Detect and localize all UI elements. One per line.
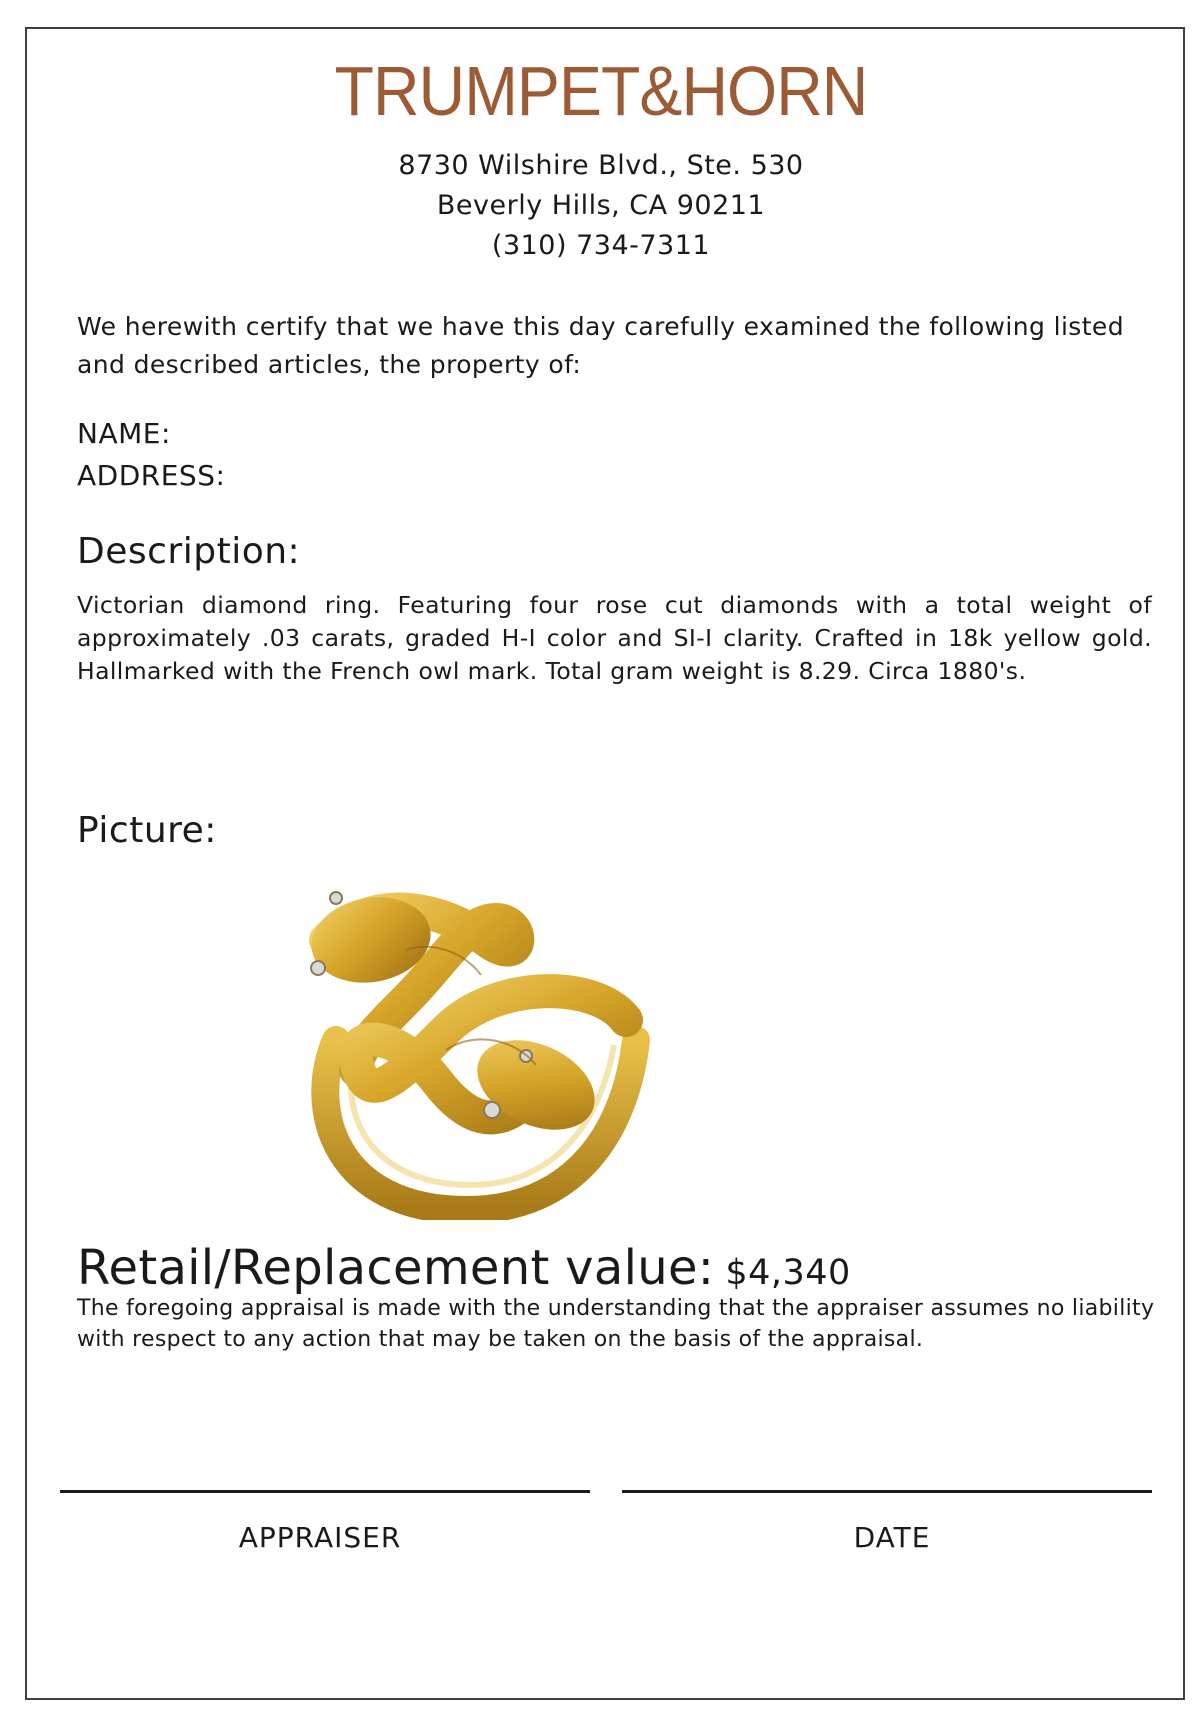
certification-intro: We herewith certify that we have this day carefully examined the following listed and described articles, the property of: <box>77 312 1124 379</box>
appraiser-signature-line <box>60 1490 590 1493</box>
appraiser-label: APPRAISER <box>238 1521 402 1554</box>
picture-heading: Picture: <box>77 810 217 851</box>
snake-ring-image <box>296 880 656 1220</box>
description-text: Victorian diamond ring. Featuring four rose cut diamonds with a total weight of approximately .03 carats, graded H-I color and SI-I clarity. Crafted in 18k yellow gold. Hallmarked with the French owl mark. Total gram weight is 8.29. Circa 1880's. <box>77 591 1152 685</box>
date-label: DATE <box>853 1521 931 1554</box>
value-row <box>77 1240 851 1296</box>
phone-number: (310) 734-7311 <box>491 230 711 261</box>
appraisal-disclaimer: The foregoing appraisal is made with the understanding that the appraiser assumes no liability with respect to any action that may be taken on the basis of the appraisal. <box>77 1296 1155 1352</box>
address-line-2: Beverly Hills, CA 90211 <box>436 190 766 221</box>
certificate-border <box>25 27 1185 1700</box>
address-line-1: 8730 Wilshire Blvd., Ste. 530 <box>398 150 804 181</box>
date-signature-line <box>622 1490 1152 1493</box>
value-amount: $4,340 <box>725 1253 851 1293</box>
value-label: Retail/Replacement value: <box>77 1240 715 1296</box>
brand-logo: TRUMPET&HORN <box>334 52 868 130</box>
description-heading: Description: <box>77 531 301 572</box>
owner-name-label: NAME: <box>77 417 171 450</box>
owner-address-label: ADDRESS: <box>77 459 226 492</box>
